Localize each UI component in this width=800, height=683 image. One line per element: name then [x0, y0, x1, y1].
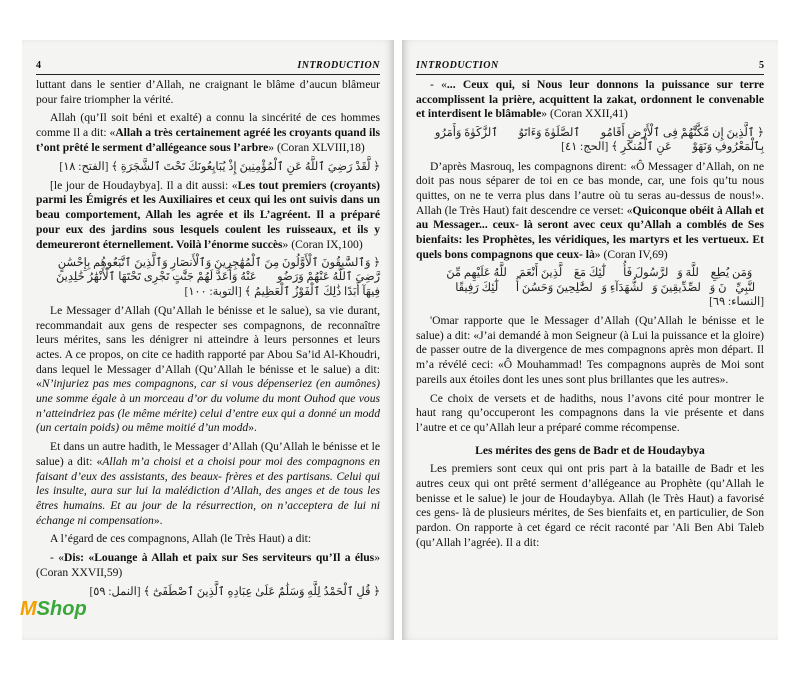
paragraph: - «... Ceux qui, si Nous leur donnons la puissance sur terre accomplissent la prière, acquittent la zakat, ordonnent le convenable et interdisent le blâmable» (Coran XXII,41) — [416, 78, 764, 121]
left-page — [22, 40, 394, 640]
left-page-number: 4 — [36, 60, 41, 71]
paragraph: Ce choix de versets et de hadiths, nous l’avons cité pour montrer le haut rang qu’occuperont les compagnons dans la vie présente et dans l’autre et ce qu’Allah leur a préparé comme récompense. — [416, 391, 764, 434]
arabic-verse: ﴿ لَّقَدْ رَضِيَ ٱللَّهُ عَنِ ٱلْمُؤْمِنِينَ إِذْ يُبَايِعُونَكَ تَحْتَ ٱلشَّجَرَةِ ﴾ [الفتح: ١٨] — [59, 160, 380, 173]
right-header-title: INTRODUCTION — [416, 60, 499, 71]
quote: ... Ceux qui, si Nous leur donnons la puissance sur terre accomplissent la prière, acquittent la zakat, ordonnent le convenable et interdisent le blâmable — [416, 78, 764, 121]
paragraph: Allah (qu’Il soit béni et exalté) a connu la sincérité de ces hommes comme Il a dit: «Allah a très certainement agréé les croyants quand ils t’ont prêté le serment d’allégeance sous l’arbre» (Coran XLVIII,18) — [36, 111, 380, 154]
right-page-number: 5 — [759, 60, 764, 71]
hadith-quote: N’injuriez pas mes compagnons, car si vous dépenseriez (en aumônes) une somme égale à un morceau d’or du volume du mont Ouhod que vous n’atteindriez pas (le même mérite) celui d’entre eux qui a donné un modd (un certain poids) ou même moitié d’un modd — [36, 377, 380, 435]
paragraph: D’après Masrouq, les compagnons dirent: «Ô Messager d’Allah, on ne doit pas nous séparer de toi en ce bas monde, car, une fois qu’tu nous quittes, on ne te verra plus dans l’autre où tu seras au-dessus de nous!». Allah (le Très Haut) fait descendre ce verset: «Quiconque obéit à Allah et au Messager... ceux- là seront avec ceux qu’Allah a comblés de Ses bienfaits: les Prophètes, les véridiques, les martyrs et les vertueux. Et quels bons compagnons que ceux- là» (Coran IV,69) — [416, 159, 764, 261]
paragraph: Les premiers sont ceux qui ont pris part à la bataille de Badr et les autres ceux qui ont prêté serment d’allégeance au Prophète (qu’Allah le benisse et le salue) le jour de Houdaybya. Allah (le Très Haut) a favorisé ces gens- là de plusieurs mérites, de Ses bienfaits et, en particulier, de Son pardon. On rapporte à cet égard ce récit raconté par 'Ali Ben Abi Taleb (qu’Allah l’agrée). Il a dit: — [416, 462, 764, 549]
right-page-content — [416, 78, 764, 555]
arabic-verse: ﴿ ٱلَّذِينَ إِن مَّكَّنَّٰهُمْ فِى ٱلْأَرْضِ أَقَامُوا۟ ٱلصَّلَوٰةَ وَءَاتَوُا۟ ٱلزَّكَوٰةَ وَأَمَرُوا۟ بِٱلْمَعْرُوفِ وَنَهَوْا۟ عَنِ ٱلْمُنكَرِ ﴾ [الحج: ٤١] — [417, 127, 764, 154]
paragraph: Et dans un autre hadith, le Messager d’Allah (Qu’Allah le bénisse et le salue) a dit: «Allah m’a choisi et a choisi pour moi des compagnons en faisant d’eux des assistants, des beaux- frères et des partisans. Celui qui les insulte, aura sur lui la malédiction d’Allah, des anges et de tous les êtres humains. Et au jour de la résurrection, on n’acceptera de lui ni échange ni compensation». — [36, 440, 380, 527]
quote: Dis: «Louange à Allah et paix sur Ses serviteurs qu’Il a élus — [64, 551, 375, 565]
hadith-quote: Allah m’a choisi et a choisi pour moi des compagnons en faisant d’eux des assistants, des beaux- frères et des partisans. Celui qui les insulte, aura sur lui la malédiction d’Allah, des anges et de tous les êtres humains. Et au jour de la résurrection, on n’acceptera de lui ni échange ni compensation — [36, 454, 380, 527]
quote: Quiconque obéit à Allah et au Messager... ceux- là seront avec ceux qu’Allah a comblés de Ses bienfaits: les Prophètes, les véridiques, les martyrs et les vertueux. Et quels bons compagnons que ceux- là — [416, 203, 764, 261]
paragraph: - «Dis: «Louange à Allah et paix sur Ses serviteurs qu’Il a élus» (Coran XXVII,59) — [36, 551, 380, 579]
quote: Allah a très certainement agréé les croyants quand ils t’ont prêté le serment d’allégeance sous l’arbre — [36, 126, 380, 154]
section-subtitle: Les mérites des gens de Badr et de Houdaybya — [475, 443, 705, 457]
paragraph: A l’égard de ces compagnons, Allah (le Très Haut) a dit: — [50, 532, 312, 546]
right-page — [402, 40, 778, 640]
arabic-verse: ﴿ وَمَن يُطِعِ ٱللَّهَ وَٱلرَّسُولَ فَأُو۟لَٰٓئِكَ مَعَ ٱلَّذِينَ أَنْعَمَ ٱللَّهُ عَلَيْهِم مِّنَ ٱلنَّبِيِّۦنَ وَٱلصِّدِّيقِينَ وَٱلشُّهَدَآءِ وَٱلصَّٰلِحِينَ وَحَسُنَ أُو۟لَٰٓئِكَ رَفِيقًا ﴾ [النساء: ٦٩] — [443, 267, 764, 308]
right-page-header — [416, 60, 764, 75]
paragraph: luttant dans le sentier d’Allah, ne craignant le blâme d’aucun blâmeur pour faire triompher la vérité. — [36, 78, 380, 106]
paragraph: 'Omar rapporte que le Messager d’Allah (Qu’Allah le bénisse et le salue) a dit: «J’ai demandé à mon Seigneur (à Lui la puissance et la gloire) de passer outre de la divergence de mes compagnons après mon départ. Il m’a révélé ceci: «Ô Mouhammad! Tes compagnons auprès de Moi sont pareils aux étoiles dont les unes sont plus brillantes que les autres». — [416, 314, 764, 386]
left-header-title: INTRODUCTION — [297, 60, 380, 71]
quote: Les tout premiers (croyants) parmi les Émigrés et les Auxiliaires et ceux qui les ont suivis dans un beau comportement, Allah les agrée et ils L’agréent. Il a préparé pour eux des jardins sous lesquels coulent les ruisseaux, et ils y demeureront éternellement. Voilà l’énorme succès — [36, 178, 380, 251]
arabic-verse: ﴿ وَٱلسَّٰبِقُونَ ٱلْأَوَّلُونَ مِنَ ٱلْمُهَٰجِرِينَ وَٱلْأَنصَارِ وَٱلَّذِينَ ٱتَّبَعُوهُم بِإِحْسَٰنٍ رَّضِيَ ٱللَّهُ عَنْهُمْ وَرَضُوا۟ عَنْهُ وَأَعَدَّ لَهُمْ جَنَّٰتٍ تَجْرِى تَحْتَهَا ٱلْأَنْهَٰرُ خَٰلِدِينَ فِيهَآ أَبَدًا ذَٰلِكَ ٱلْفَوْزُ ٱلْعَظِيمُ ﴾ [التوبة: ١٠٠] — [55, 257, 380, 298]
left-page-content — [36, 78, 380, 604]
paragraph: Le Messager d’Allah (Qu’Allah le bénisse et le salue), sa vie durant, recommandait aux gens de respecter ses compagnons, de reconnaître leurs mérites, sans les dénigrer ni atteindre à leurs personnes et leurs actes. A ce propos, on cite ce hadith rapporté par Abou Sa’id Al-Khoudri, dans lequel le Messager d’Allah (Qu’Allah le bénisse et le salue) a dit: «N’injuriez pas mes compagnons, car si vous dépenseriez (en aumônes) une somme égale à un morceau d’or du volume du mont Ouhod que vous n’atteindriez pas (le même mérite) celui d’entre eux qui a donné un modd (un certain poids) ou même moitié d’un modd». — [36, 303, 380, 435]
paragraph: [le jour de Houdaybya]. Il a dit aussi: «Les tout premiers (croyants) parmi les Émigrés et les Auxiliaires et ceux qui les ont suivis dans un beau comportement, Allah les agrée et ils L’agréent. Il a préparé pour eux des jardins sous lesquels coulent les ruisseaux, et ils y demeureront éternellement. Voilà l’énorme succès» (Coran IX,100) — [36, 178, 380, 251]
shop-watermark-logo: MShop — [20, 598, 87, 620]
arabic-verse: ﴿ قُلِ ٱلْحَمْدُ لِلَّهِ وَسَلَٰمٌ عَلَىٰ عِبَادِهِ ٱلَّذِينَ ٱصْطَفَىٰٓ ﴾ [النمل: ٥٩] — [89, 585, 380, 598]
left-page-header — [36, 60, 380, 75]
